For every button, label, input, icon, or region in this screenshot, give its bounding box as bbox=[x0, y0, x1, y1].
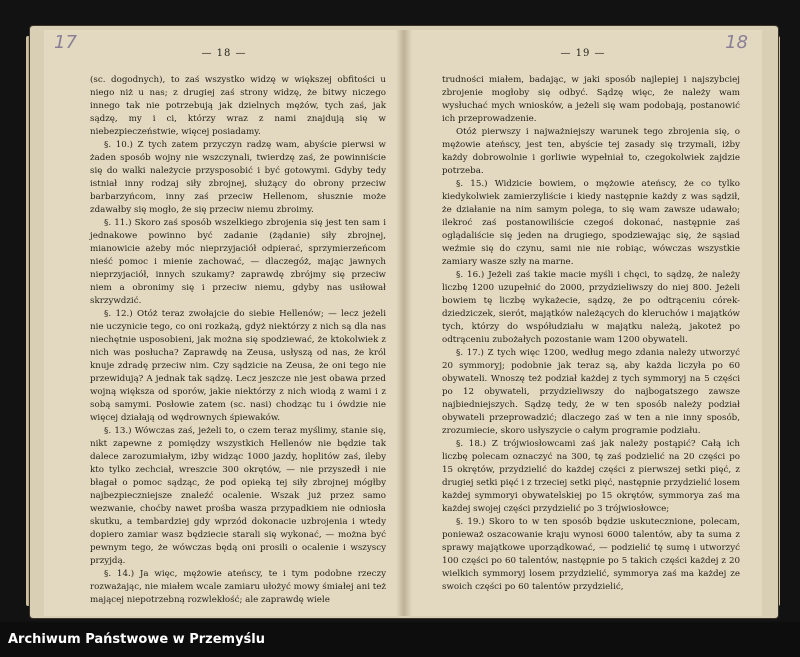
paragraph: §. 18.) Z trójwiosłowcami zaś jak należy postąpić? Całą ich liczbę polecam oznaczyć na 300, tę zaś podzielić na 20 części po 15 okrętów, przydzielić do każdej części z pierwszej setki pięć, z drugiej setki pięć i z trzeciej setki pięć, następnie przydzielić losem każdej symmoryi obywatelskiej po 15 okrętów, symmorya zaś ma każdej swojej części przydzielić po 3 trójwiosłowce; bbox=[442, 439, 740, 514]
book-gutter bbox=[396, 30, 412, 616]
left-page-number: — 18 — bbox=[201, 48, 247, 59]
paragraph: §. 12.) Otóż teraz zwołajcie do siebie Hellenów; — lecz jeżeli nie uczynicie tego, co oni rozkażą, gdyż niektórzy z nich są dla nas niechętnie usposobieni, jak można się spodziewać, że ktokolwiek z nich was posłucha? Zaprawdę na Zeusa, usłyszą od nas, że król knuje zdradę przeciw nim. Czy sądzicie na Zeusa, że oni tego nie przewidują? A jednak tak sądzę. Lecz jeszcze nie jest obawa przed wojną większa od sporów, jakie niektórzy z nich wiodą z wami i z sobą samymi. Posłowie zatem (sc. nasi) chodząc tu i ówdzie nie więcej działają od wędrownych śpiewaków. bbox=[90, 309, 386, 423]
paragraph: §. 14.) Ja więc, mężowie ateńscy, te i tym podobne rzeczy rozważając, nie miałem wcale zamiaru ułożyć mowy śmiałej ani też mającej niepotrzebną rozwlekłość; ale zaprawdę wiele bbox=[90, 569, 386, 605]
paragraph: §. 11.) Skoro zaś sposób wszelkiego zbrojenia się jest ten sam i jednakowe powinno być zadanie (żądanie) siły zbrojnej, mianowicie ażeby móc nieprzyjaciół odpierać, sprzymierzeńcom nieść pomoc i mienie zachować, — dlaczegóż, mając jawnych nieprzyjaciół, innych szukamy? zaprawdę zbrójmy się przeciw niem a obronimy się i przeciw niemu, gdyby nas usiłował skrzywdzić. bbox=[90, 218, 386, 306]
paragraph: §. 15.) Widzicie bowiem, o mężowie ateńscy, że co tylko kiedykolwiek zamierzyliście i kiedy następnie każdy z was sądził, że działanie na nim samym polega, to się wam zawsze udawało; ilekroć zaś postanowiliście czegoś dokonać, następnie zaś oglądaliście się jeden na drugiego, spodziewając się, że sąsiad weźmie się do czynu, sami nie nie robiąc, wówczas wszystkie zamiary wasze szły na marne. bbox=[442, 179, 740, 267]
paragraph: §. 19.) Skoro to w ten sposób będzie uskutecznione, polecam, ponieważ oszacowanie kraju wynosi 6000 talentów, aby ta suma z sprawy majątkowe uporządkować, — podzielić tę sumę i utworzyć 100 części po 60 talentów, następnie po 5 takich części każdej z 20 wielkich symmoryj losem przydzielić, symmorya zaś ma każdej ze swoich części po 60 talentów przydzielić, bbox=[442, 517, 740, 592]
left-folio-number: 17 bbox=[54, 32, 77, 53]
paragraph: Otóż pierwszy i najważniejszy warunek tego zbrojenia się, o mężowie ateńscy, jest ten, abyście tej zasady się trzymali, iżby każdy dobrowolnie i gorliwie wypełniał to, czegokolwiek zajdzie potrzeba. bbox=[442, 127, 740, 176]
left-page bbox=[44, 30, 405, 616]
left-page-text bbox=[90, 74, 386, 607]
paragraph: §. 13.) Wówczas zaś, jeżeli to, o czem teraz myślimy, stanie się, nikt zapewne z pomiędzy wszystkich Hellenów nie będzie tak dalece zarozumiałym, iżby widząc 1000 jazdy, hoplitów zaś, ileby kto tylko zechciał, wreszcie 300 okrętów, — nie przyszedł i nie błagał o pomoc sądząc, że pod opieką tej siły zbrojnej mógłby najbezpieczniejsze znaleźć ocalenie. Wszak już przez samo wezwanie, choćby nawet prośba wasza przypadkiem nie odniosła skutku, a tembardziej gdy wprzód dokonacie uzbrojenia i wtedy dopiero zamiar wasz będziecie starali się wykonać, — można być pewnym tego, że wówczas będą oni prosili o ocalenie i wszyscy przyjdą. bbox=[90, 426, 386, 566]
paragraph: trudności miałem, badając, w jaki sposób najlepiej i najszybciej zbrojenie mogłoby się odbyć. Sądzę więc, że należy wam wysłuchać mych wniosków, a jeżeli się wam podobają, postanowić ich przeprowadzenie. bbox=[442, 75, 740, 124]
paragraph: §. 10.) Z tych zatem przyczyn radzę wam, abyście pierwsi w żaden sposób wojny nie wszczynali, twierdzę zaś, że powinniście się do walki należycie przysposobić i być gotowymi. Gdyby tedy istniał inny rodzaj siły zbrojnej, służący do obrony przeciw barbarzyńcom, inny zaś przeciw Hellenom, słusznie może zdawałby się mogło, że się przeciw niemu zbroimy. bbox=[90, 140, 386, 215]
paragraph: (sc. dogodnych), to zaś wszystko widzę w większej obfitości u niego niż u nas; z drugiej zaś strony widzę, że bitwy niczego innego tak nie potrzebują jak dzielnych mężów, tych zaś, jak sądzę, my i ci, którzy wraz z nami znajdują się w niebezpieczeństwie, więcej posiadamy. bbox=[90, 75, 386, 137]
right-page-text bbox=[442, 74, 740, 594]
right-page bbox=[404, 30, 762, 616]
right-folio-number: 18 bbox=[725, 32, 748, 53]
paragraph: §. 16.) Jeżeli zaś takie macie myśli i chęci, to sądzę, że należy liczbę 1200 uzupełnić do 2000, przydzieliwszy do niej 800. Jeżeli bowiem tę liczbę wykażecie, sądzę, że po odtrąceniu córek-dziedziczek, sierót, majątków należących do kleruchów i majątków tych, którzy do współudziału w majątku należą, jakoteż po odtrąceniu zubożałych pozostanie wam 1200 obywateli. bbox=[442, 270, 740, 345]
right-page-number: — 19 — bbox=[560, 48, 606, 59]
archive-caption: Archiwum Państwowe w Przemyślu bbox=[8, 632, 266, 647]
paragraph: §. 17.) Z tych więc 1200, według mego zdania należy utworzyć 20 symmoryj; podobnie jak teraz są, aby każda liczyła po 60 obywateli. Wnoszę też podział każdej z tych symmoryj na 5 części po 12 obywateli, przydzieliwszy do najbogatszego zawsze najbiedniejszych. Sądzę tedy, że w ten sposób należy podział obywateli przeprowadzić; dlaczego zaś w ten a nie inny sposób, zrozumiecie, skoro usłyszycie o całym programie podziału. bbox=[442, 348, 740, 436]
